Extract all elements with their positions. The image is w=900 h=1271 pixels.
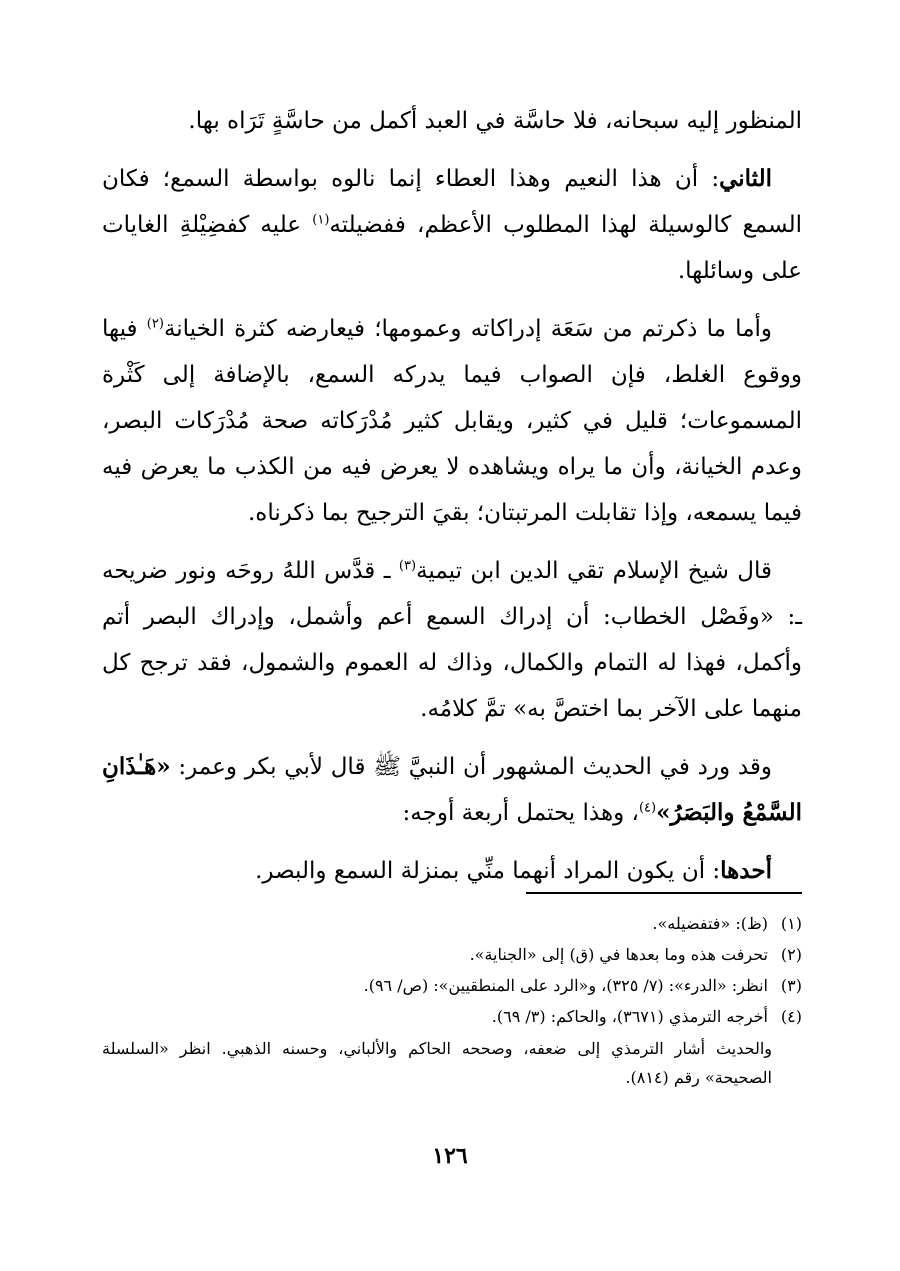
paragraph-5-text-b: ، وهذا يحتمل أربعة أوجه: — [402, 800, 639, 826]
paragraph-4-text-b: ـ قدَّس اللهُ روحَه ونور ضريحه ـ: «وفَصْل الخطاب: أن إدراك السمع أعم وأشمل، وإدراك البصر أتم وأكمل، فهذا له التمام والكمال، وذاك له العموم والشمول، فقد ترجح كل منهما على الآخر بما اختصَّ به» تمَّ كلامُه. — [102, 558, 802, 722]
paragraph-3-text-a: وأما ما ذكرتم من سَعَة إدراكاته وعمومها؛ فيعارضه كثرة الخيانة — [163, 316, 773, 342]
paragraph-6-text: : أن يكون المراد أنهما منِّي بمنزلة السمع والبصر. — [255, 858, 721, 884]
paragraph-6 — [102, 848, 802, 894]
paragraph-2 — [102, 156, 802, 294]
footnote-4-text: أخرجه الترمذي (٣٦٧١)، والحاكم: (٣/ ٦٩). — [491, 1007, 768, 1026]
footnote-ref-2[interactable]: (٢) — [146, 316, 164, 332]
footnote-3-text: انظر: «الدرء»: (٧/ ٣٢٥)، و«الرد على المنطقيين»: (ص/ ٩٦). — [363, 976, 768, 995]
footnote-ref-3[interactable]: (٣) — [398, 558, 417, 574]
hadith-quote: «هَـٰذَانِ السَّمْعُ والبَصَرُ» — [102, 753, 802, 826]
footnote-2-number: (٢) — [780, 945, 802, 964]
paragraph-1 — [102, 98, 802, 144]
footnote-4 — [102, 1001, 802, 1032]
paragraph-5 — [102, 744, 802, 836]
footnote-divider — [526, 892, 802, 894]
footnote-ref-1[interactable]: (١) — [312, 212, 330, 228]
footnote-2 — [102, 939, 802, 970]
footnote-ref-4[interactable]: (٤) — [638, 800, 657, 816]
paragraph-2-text-b: عليه كفضِيْلةِ الغايات على وسائلها. — [102, 212, 802, 284]
paragraph-3 — [102, 306, 802, 536]
paragraph-3-text-b: فيها ووقوع الغلط، فإن الصواب فيما يدركه السمع، بالإضافة إلى كَثْرة المسموعات؛ قليل في كثير، ويقابل كثير مُدْرَكاته صحة مُدْرَكات البصر، وعدم الخيانة، وأن ما يراه ويشاهده لا يعرض فيه من الكذب ما يعرض فيه فيما يسمعه، وإذا تقابلت المرتبتان؛ بقيَ الترجيح بما ذكرناه. — [102, 316, 802, 526]
paragraph-6-lead: أحدها — [720, 857, 772, 884]
paragraph-2-text-a: : أن هذا النعيم وهذا العطاء إنما نالوه بواسطة السمع؛ فكان السمع كالوسيلة لهذا المطلوب الأعظم، ففضيلته — [102, 166, 802, 238]
footnote-4-continuation: والحديث أشار الترمذي إلى ضعفه، وصححه الحاكم والألباني، وحسنه الذهبي. انظر «السلسلة الصحيحة» رقم (٨١٤). — [102, 1039, 772, 1087]
footnote-1-text: (ظ): «فتفضيله». — [652, 914, 768, 933]
footnotes — [102, 908, 802, 1092]
paragraph-2-lead: الثاني — [719, 165, 772, 192]
footnote-2-text: تحرفت هذه وما بعدها في (ق) إلى «الجناية». — [469, 945, 768, 964]
paragraph-4-text-a: قال شيخ الإسلام تقي الدين ابن تيمية — [416, 558, 772, 584]
footnote-3 — [102, 970, 802, 1001]
paragraph-1-text: المنظور إليه سبحانه، فلا حاسَّة في العبد أكمل من حاسَّةٍ تَرَاه بها. — [188, 108, 802, 134]
main-text — [102, 98, 802, 906]
footnote-3-number: (٣) — [780, 976, 802, 995]
footnote-4-number: (٤) — [780, 1007, 802, 1026]
paragraph-4 — [102, 548, 802, 732]
page-number: ١٢٦ — [432, 1143, 468, 1169]
footnote-1 — [102, 908, 802, 939]
paragraph-5-text-a: وقد ورد في الحديث المشهور أن النبيَّ ﷺ قال لأبي بكر وعمر: — [170, 754, 772, 780]
footnote-1-number: (١) — [780, 914, 802, 933]
